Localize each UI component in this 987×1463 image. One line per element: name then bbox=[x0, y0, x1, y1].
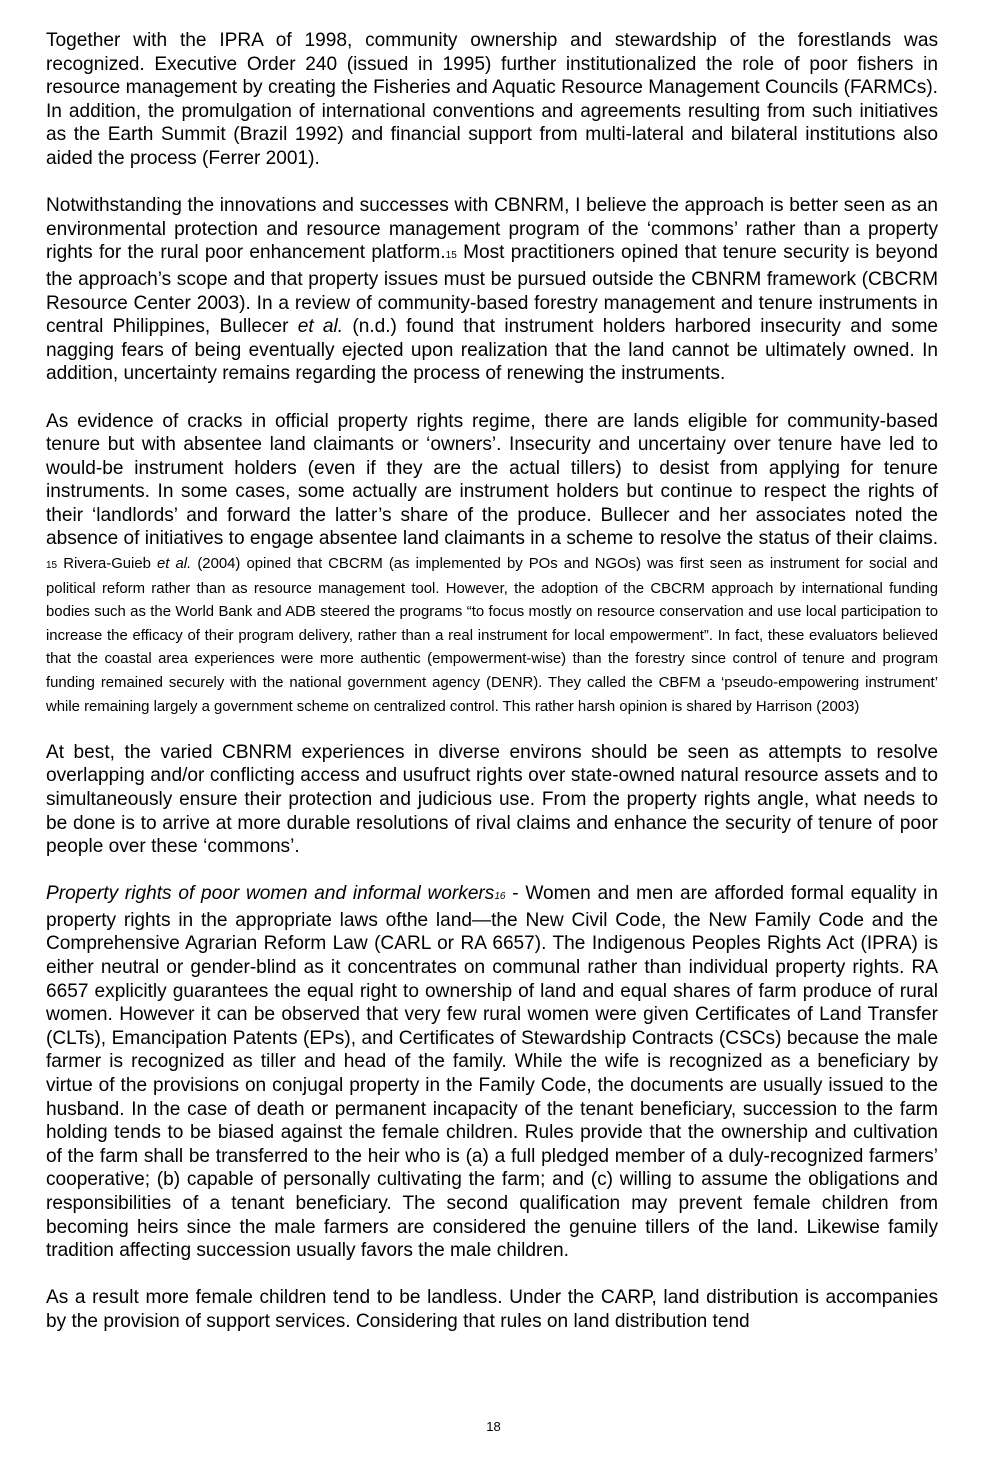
footnote-text: (2004) opined that CBCRM (as implemented by POs and NGOs) was first seen as instrument for social and political reform rather than as resource management tool. However, the adoption of the CBCRM approach by international funding bodies such as the World Bank and ADB steered the programs “to focus mostly on resource conservation and use local participation to increase the efficacy of their program delivery, rather than a real instrument for local empowerment”. In fact, these evaluators believed that the coastal area experiences were more authentic (empowerment-wise) than the forestry since control of tenure and program funding remained securely with the national government agency (DENR). They called the CBFM a ‘pseudo-empowering instrument’ while remaining largely a government scheme on centralized control. This rather harsh opinion is shared by Harrison (2003) bbox=[46, 556, 938, 715]
paragraph-cbnrm-critique bbox=[46, 194, 938, 386]
footnote-marker: 15 bbox=[445, 250, 457, 262]
footnote-marker: 16 bbox=[494, 891, 506, 903]
paragraph-tenure-cracks bbox=[46, 410, 938, 718]
citation-et-al: et al. bbox=[297, 316, 344, 338]
paragraph-commons: At best, the varied CBNRM experiences in diverse environs should be seen as attempts to resolve overlapping and/or conflicting access and usufruct rights over state-owned natural resource assets and to simultaneously ensure their protection and judicious use. From the property rights angle, what needs to be done is to arrive at more durable resolutions of rival claims and enhance the security of tenure of poor people over these ‘commons’. bbox=[46, 741, 938, 858]
paragraph-text: Most practitioners opined that tenure security is beyond the approach’s scope and that property issues must be pursued outside the CBNRM framework (CBCRM Resource Center 2003). In a review of community-based forestry management and tenure instruments in central Philippines, Bullecer bbox=[46, 242, 939, 338]
inline-footnote bbox=[46, 556, 938, 714]
page-number: 18 bbox=[486, 1419, 501, 1434]
citation-et-al: et al. bbox=[157, 556, 192, 573]
footnote-marker: 15 bbox=[46, 560, 58, 572]
document-body bbox=[46, 29, 938, 1357]
paragraph-text: As evidence of cracks in official property rights regime, there are lands eligible for community-based tenure but with absentee land claimants or ‘owners’. Insecurity and uncertainy over tenure have led to would-be instrument holders (even if they are the actual tillers) to desist from applying for tenure instruments. In some cases, some actually are instrument holders but continue to respect the rights of their ‘landlords’ and forward the latter’s share of the produce. Bullecer and her associates noted the absence of initiatives to engage absentee land claimants in a scheme to resolve the status of their claims. bbox=[46, 410, 938, 550]
paragraph-text: (n.d.) found that instrument holders harbored insecurity and some nagging fears of being eventually ejected upon realization that the land cannot be ultimately owned. In addition, uncertainty remains regarding the process of renewing the instruments. bbox=[46, 316, 939, 385]
paragraph-text: Women and men are afforded formal equality in property rights in the appropriate laws ofthe land—the New Civil Code, the New Family Code and the Comprehensive Agrarian Reform Law (CARL or RA 6657). The Indigenous Peoples Rights Act (IPRA) is either neutral or gender-blind as it concentrates on communal rather than individual property rights. RA 6657 explicitly guarantees the equal right to ownership of land and equal shares of farm produce of rural women. However it can be observed that very few rural women were given Certificates of Land Transfer (CLTs), Emancipation Patents (EPs), and Certificates of Stewardship Contracts (CSCs) because the male farmer is recognized as tiller and head of the family. While the wife is recognized as a beneficiary by virtue of the provisions on conjugal property in the Family Code, the documents are usually issued to the husband. In the case of death or permanent incapacity of the tenant beneficiary, succession to the farm holding tends to be biased against the female children. Rules provide that the ownership and cultivation of the farm shall be transferred to the heir who is (a) a full pledged member of a duly-recognized farmers’ cooperative; (b) capable of personally cultivating the farm; and (c) willing to assume the obligations and responsibilities of a tenant beneficiary. The second qualification may prevent female children from becoming heirs since the male farmers are considered the genuine tillers of the land. Likewise family tradition affecting succession usually favors the male children. bbox=[46, 883, 938, 1262]
footnote-text: Rivera-Guieb bbox=[57, 556, 158, 573]
heading-dash: - bbox=[505, 883, 526, 905]
paragraph-landless: As a result more female children tend to be landless. Under the CARP, land distribution is accompanies by the provision of support services. Considering that rules on land distribution tend bbox=[46, 1287, 938, 1332]
section-heading: Property rights of poor women and informal workers bbox=[46, 883, 495, 905]
paragraph-women-rights bbox=[46, 882, 938, 1263]
paragraph-text: Notwithstanding the innovations and successes with CBNRM, I believe the approach is better seen as an environmental protection and resource management program of the ‘commons’ rather than a property rights for the rural poor enhancement platform. bbox=[46, 195, 938, 264]
paragraph-ipra: Together with the IPRA of 1998, community ownership and stewardship of the forestlands was recognized. Executive Order 240 (issued in 1995) further institutionalized the role of poor fishers in resource management by creating the Fisheries and Aquatic Resource Management Councils (FARMCs). In addition, the promulgation of international conventions and agreements resulting from such initiatives as the Earth Summit (Brazil 1992) and financial support from multi-lateral and bilateral institutions also aided the process (Ferrer 2001). bbox=[46, 30, 938, 169]
